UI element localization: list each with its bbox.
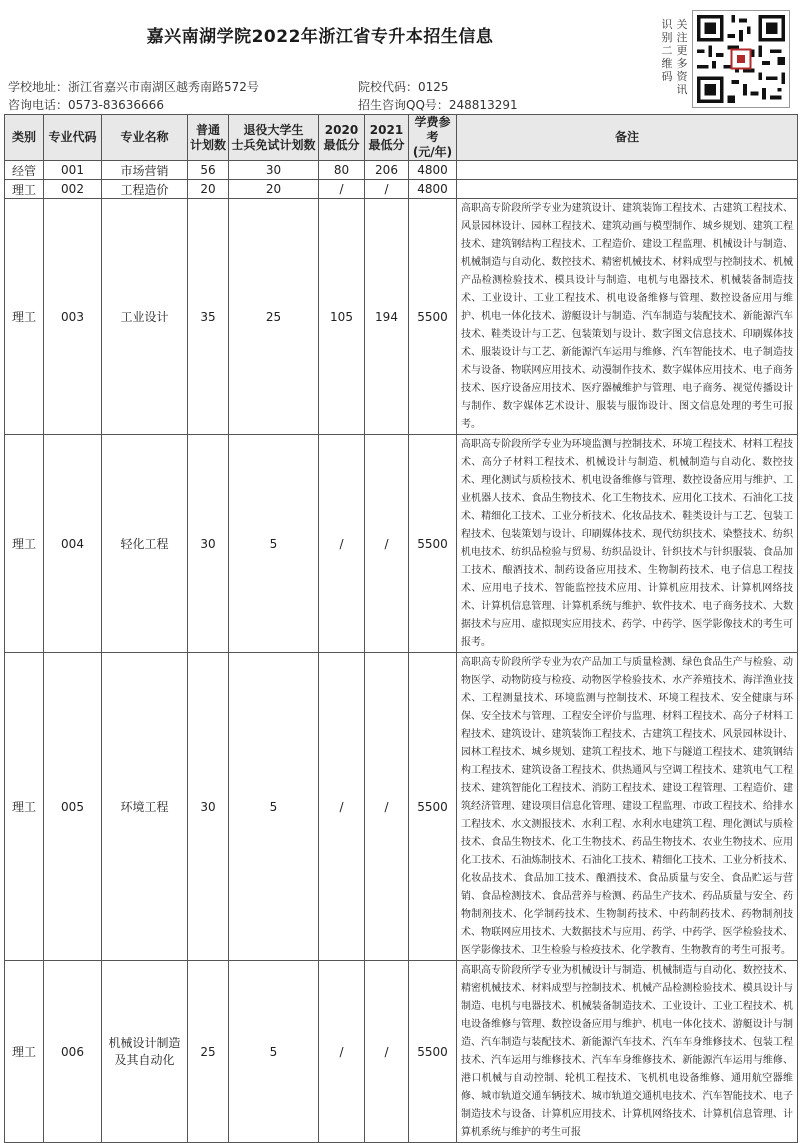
cell-veteran: 30 [229, 161, 319, 180]
cell-notes: 高职高专阶段所学专业为建筑设计、建筑装饰工程技术、古建筑工程技术、风景园林设计、园林工程技术、建筑动画与模型制作、城乡规划、建筑工程技术、建筑钢结构工程技术、工程造价、建设工程监理、机械设计与制造、机械制造与自动化、数控技术、精密机械技术、材料成型与控制技术、机械产品检测检验技术、模具设计与制造、电机与电器技术、机械装备制造技术、工业设计、工业工程技术、机电设备维修与管理、数控设备应用与维护、机电一体化技术、游艇设计与制造、汽车制造与装配技术、新能源汽车技术、鞋类设计与工艺、包装策划与设计、数字图文信息技术、印刷媒体技术、服装设计与工艺、新能源汽车运用与维修、汽车智能技术、电子制造技术与设备、物联网应用技术、动漫制作技术、数字媒体应用技术、电子商务技术、医疗设备应用技术、医疗器械维护与管理、电子商务、视觉传播设计与制作、数字媒体艺术设计、服装与服饰设计、图文信息处理的考生可报考。 [457, 199, 798, 435]
cell-veteran: 20 [229, 180, 319, 199]
cell-name: 机械设计制造及其自动化 [102, 961, 188, 1143]
cell-2020: / [319, 180, 365, 199]
qr-code-icon [693, 11, 789, 107]
cell-category: 理工 [5, 199, 44, 435]
cell-veteran: 5 [229, 961, 319, 1143]
cell-name: 轻化工程 [102, 435, 188, 653]
cell-fee: 5500 [409, 653, 457, 961]
cell-plan: 56 [188, 161, 229, 180]
cell-category: 理工 [5, 435, 44, 653]
cell-category: 理工 [5, 961, 44, 1143]
cell-code: 004 [44, 435, 102, 653]
cell-category: 理工 [5, 653, 44, 961]
cell-notes: 高职高专阶段所学专业为机械设计与制造、机械制造与自动化、数控技术、精密机械技术、材料成型与控制技术、机械产品检测检验技术、模具设计与制造、电机与电器技术、机械装备制造技术、工业设计、工业工程技术、机电设备维修与管理、数控设备应用与维护、机电一体化技术、游艇设计与制造、汽车制造与装配技术、新能源汽车技术、汽车车身维修技术、包装工程技术、汽车运用与维修技术、汽车车身维修技术、新能源汽车运用与维修、港口机械与自动控制、轮机工程技术、飞机机电设备维修、通用航空器维修、城市轨道交通车辆技术、城市轨道交通机电技术、汽车智能技术、电子制造技术与设备、计算机应用技术、计算机网络技术、计算机信息管理、计算机系统与维护的考生可报 [457, 961, 798, 1143]
table-row [5, 180, 798, 199]
cell-2020: / [319, 961, 365, 1143]
cell-2020: 105 [319, 199, 365, 435]
header-2021 [365, 115, 409, 161]
cell-category: 经管 [5, 161, 44, 180]
cell-fee: 4800 [409, 180, 457, 199]
cell-plan: 30 [188, 653, 229, 961]
table-row [5, 961, 798, 1143]
header-category: 类别 [5, 115, 44, 161]
cell-plan: 30 [188, 435, 229, 653]
cell-notes: 高职高专阶段所学专业为农产品加工与质量检测、绿色食品生产与检验、动物医学、动物防疫与检疫、动物医学检验技术、水产养殖技术、海洋渔业技术、工程测量技术、环境监测与控制技术、环境工程技术、安全健康与环保、安全技术与管理、工程安全评价与监理、材料工程技术、高分子材料工程技术、建筑设计、建筑装饰工程技术、古建筑工程技术、风景园林设计、园林工程技术、城乡规划、建筑工程技术、地下与隧道工程技术、建筑钢结构工程技术、建筑设备工程技术、供热通风与空调工程技术、建筑电气工程技术、建筑智能化工程技术、消防工程技术、建设工程管理、工程造价、建筑经济管理、建设项目信息化管理、建设工程监理、市政工程技术、给排水工程技术、水文测报技术、水利工程、水利水电建筑工程、理化测试与质检技术、食品生物技术、化工生物技术、药品生物技术、农业生物技术、应用化工技术、石油炼制技术、石油化工技术、精细化工技术、工业分析技术、化妆品技术、食品加工技术、酿酒技术、食品质量与安全、食品贮运与营销、食品检测技术、食品营养与检测、药品生产技术、药品质量与安全、药物制剂技术、化学制药技术、生物制药技术、中药制药技术、药物制剂技术、物联网应用技术、大数据技术与应用、药学、中药学、医学检验技术、医学影像技术、卫生检验与检疫技术、化学教育、生物教育的考生可报考。 [457, 653, 798, 961]
consult-phone: 咨询电话：0573-83636666 [8, 98, 164, 112]
table-row [5, 199, 798, 435]
header-plan [188, 115, 229, 161]
header-fee-line2: (元/年) [412, 145, 453, 159]
cell-plan: 20 [188, 180, 229, 199]
cell-veteran: 25 [229, 199, 319, 435]
cell-code: 001 [44, 161, 102, 180]
cell-fee: 5500 [409, 435, 457, 653]
cell-fee: 5500 [409, 199, 457, 435]
cell-2021: 206 [365, 161, 409, 180]
qr-caption-left: 识别二维码 [661, 18, 673, 83]
cell-2020: / [319, 435, 365, 653]
cell-2021: / [365, 180, 409, 199]
admission-table [4, 114, 798, 1143]
cell-name: 工业设计 [102, 199, 188, 435]
table-row [5, 161, 798, 180]
cell-notes: 高职高专阶段所学专业为环境监测与控制技术、环境工程技术、材料工程技术、高分子材料工程技术、机械设计与制造、机械制造与自动化、数控技术、理化测试与质检技术、机电设备维修与管理、数控设备应用与维护、工业机器人技术、食品生物技术、化工生物技术、应用化工技术、石油化工技术、精细化工技术、工业分析技术、化妆品技术、鞋类设计与工艺、包装工程技术、包装策划与设计、印刷媒体技术、现代纺织技术、染整技术、纺织机电技术、纺织品检验与贸易、纺织品设计、针织技术与针织服装、食品加工技术、酿酒技术、制药设备应用技术、生物制药技术、电子信息工程技术、应用电子技术、智能监控技术应用、计算机应用技术、计算机网络技术、计算机信息管理、计算机系统与维护、软件技术、电子商务技术、大数据技术与应用、虚拟现实应用技术、药学、中药学、医学影像技术的考生可报考。 [457, 435, 798, 653]
header-2020 [319, 115, 365, 161]
cell-plan: 35 [188, 199, 229, 435]
table-row [5, 653, 798, 961]
header-plan-line1: 普通 [195, 122, 220, 137]
cell-name: 市场营销 [102, 161, 188, 180]
cell-2020: 80 [319, 161, 365, 180]
cell-code: 006 [44, 961, 102, 1143]
cell-2021: 194 [365, 199, 409, 435]
cell-fee: 5500 [409, 961, 457, 1143]
school-code: 院校代码：0125 [358, 80, 449, 94]
school-address: 学校地址：浙江省嘉兴市南湖区越秀南路572号 [8, 80, 259, 94]
cell-code: 002 [44, 180, 102, 199]
header-fee [409, 115, 457, 161]
header-plan-line2: 计划数 [189, 137, 226, 152]
header-2020-line1: 2020 [324, 122, 359, 137]
table-row [5, 435, 798, 653]
header-2021-line2: 最低分 [368, 137, 405, 152]
header-2020-line2: 最低分 [323, 137, 360, 152]
cell-name: 环境工程 [102, 653, 188, 961]
cell-2020: / [319, 653, 365, 961]
cell-veteran: 5 [229, 435, 319, 653]
cell-name: 工程造价 [102, 180, 188, 199]
cell-2021: / [365, 435, 409, 653]
cell-fee: 4800 [409, 161, 457, 180]
header-2021-line1: 2021 [369, 122, 404, 137]
header-veteran [229, 115, 319, 161]
table-header-row [5, 115, 798, 161]
header-veteran-line1: 退役大学生 [243, 122, 304, 137]
cell-notes [457, 161, 798, 180]
consult-qq: 招生咨询QQ号：248813291 [358, 98, 518, 112]
header-notes: 备注 [457, 115, 798, 161]
header-name: 专业名称 [102, 115, 188, 161]
cell-category: 理工 [5, 180, 44, 199]
cell-2021: / [365, 961, 409, 1143]
header-fee-line1: 学费参考 [414, 115, 451, 144]
cell-plan: 25 [188, 961, 229, 1143]
cell-2021: / [365, 653, 409, 961]
header-code: 专业代码 [44, 115, 102, 161]
cell-notes [457, 180, 798, 199]
qr-caption-right: 关注更多资讯 [676, 18, 688, 96]
cell-code: 005 [44, 653, 102, 961]
page-title: 嘉兴南湖学院2022年浙江省专升本招生信息 [146, 27, 494, 47]
cell-code: 003 [44, 199, 102, 435]
qr-code-image[interactable] [692, 10, 790, 108]
cell-veteran: 5 [229, 653, 319, 961]
header-veteran-line2: 士兵免试计划数 [231, 137, 316, 152]
